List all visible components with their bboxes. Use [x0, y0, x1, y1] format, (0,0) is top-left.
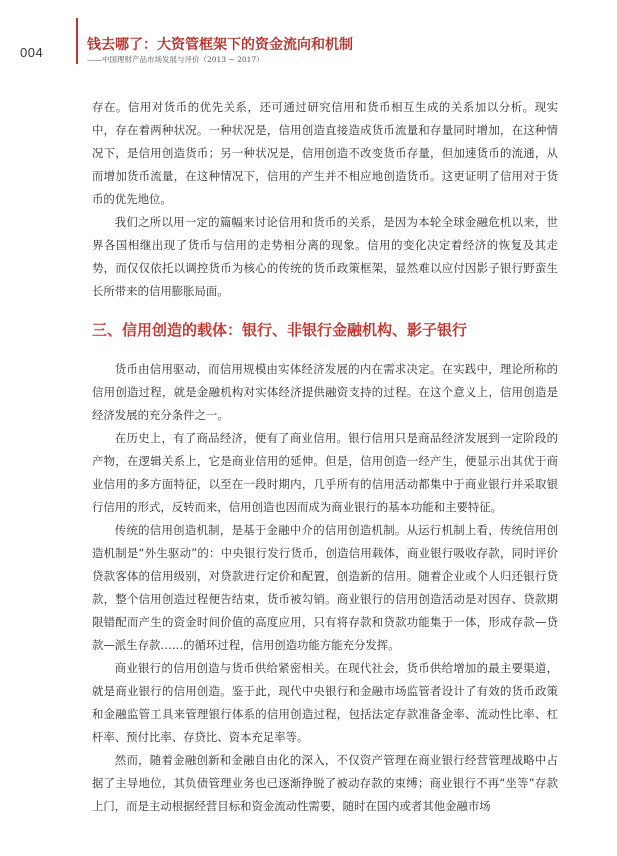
header-divider [76, 18, 78, 64]
book-title: 钱去哪了：大资管框架下的资金流向和机制 [87, 37, 353, 53]
paragraph: 货币由信用驱动，而信用规模由实体经济发展的内在需求决定。在实践中，理论所称的信用创造过程，就是金融机构对实体经济提供融资支持的过程。在这个意义上，信用创造是经济发展的充分条件之一。 [92, 362, 558, 422]
paragraph: 商业银行的信用创造与货币供给紧密相关。在现代社会，货币供给增加的最主要渠道，就是商业银行的信用创造。鉴于此，现代中央银行和金融市场监管者设计了有效的货币政策和金融监管工具来管理银行体系的信用创造过程，包括法定存款准备金率、流动性比率、杠杆率、预付比率、存贷比、资本充足率等。 [92, 661, 558, 744]
book-subtitle: ——中国理财产品市场发展与评价（2013 ~ 2017） [87, 55, 264, 64]
paragraph: 传统的信用创造机制，是基于金融中介的信用创造机制。从运行机制上看，传统信用创造机制是“外生驱动”的：中央银行发行货币，创造信用载体，商业银行吸收存款，同时评价贷款客体的信用级别，对贷款进行定价和配置，创造新的信用。随着企业或个人归还银行贷款，整个信用创造过程便告结束，货币被勾销。商业银行的信用创造活动是对因存、贷款期限错配而产生的资金时间价值的高度应用，只有将存款和贷款功能集于一体，形成存款—贷款—派生存款……的循环过程，信用创造功能方能充分发挥。 [92, 523, 558, 652]
section-text-block [92, 358, 558, 818]
paragraph: 然而，随着金融创新和金融自由化的深入，不仅资产管理在商业银行经营管理战略中占据了主导地位，其负债管理业务也已逐渐挣脱了被动存款的束缚；商业银行不再“坐等”存款上门，而是主动根据经营目标和资金流动性需要，随时在国内或者其他金融市场 [92, 753, 558, 813]
paragraph: 我们之所以用一定的篇幅来讨论信用和货币的关系，是因为本轮全球金融危机以来，世界各国相继出现了货币与信用的走势相分离的现象。信用的变化决定着经济的恢复及其走势，而仅仅依托以调控货币为核心的传统的货币政策框架，显然难以应付因影子银行野蛮生长所带来的信用膨胀局面。 [92, 215, 558, 298]
paragraph: 在历史上，有了商品经济，便有了商业信用。银行信用只是商品经济发展到一定阶段的产物，在逻辑关系上，它是商业信用的延伸。但是，信用创造一经产生，便显示出其优于商业信用的多方面特征，以至在一段时期内，几乎所有的信用活动都集中于商业银行并采取银行信用的形式，反转而来，信用创造也因而成为商业银行的基本功能和主要特征。 [92, 431, 558, 514]
top-text-block [92, 96, 558, 303]
page-number: 004 [20, 45, 44, 60]
paragraph: 存在。信用对货币的优先关系，还可通过研究信用和货币相互生成的关系加以分析。现实中，存在着两种状况。一种状况是，信用创造直接造成货币流量和存量同时增加，在这种情况下，是信用创造货币；另一种状况是，信用创造不改变货币存量，但加速货币的流通，从而增加货币流量，在这种情况下，信用的产生并不相应地创造货币。这更证明了信用对于货币的优先地位。 [92, 100, 558, 206]
section-heading: 三、信用创造的载体：银行、非银行金融机构、影子银行 [92, 321, 468, 339]
